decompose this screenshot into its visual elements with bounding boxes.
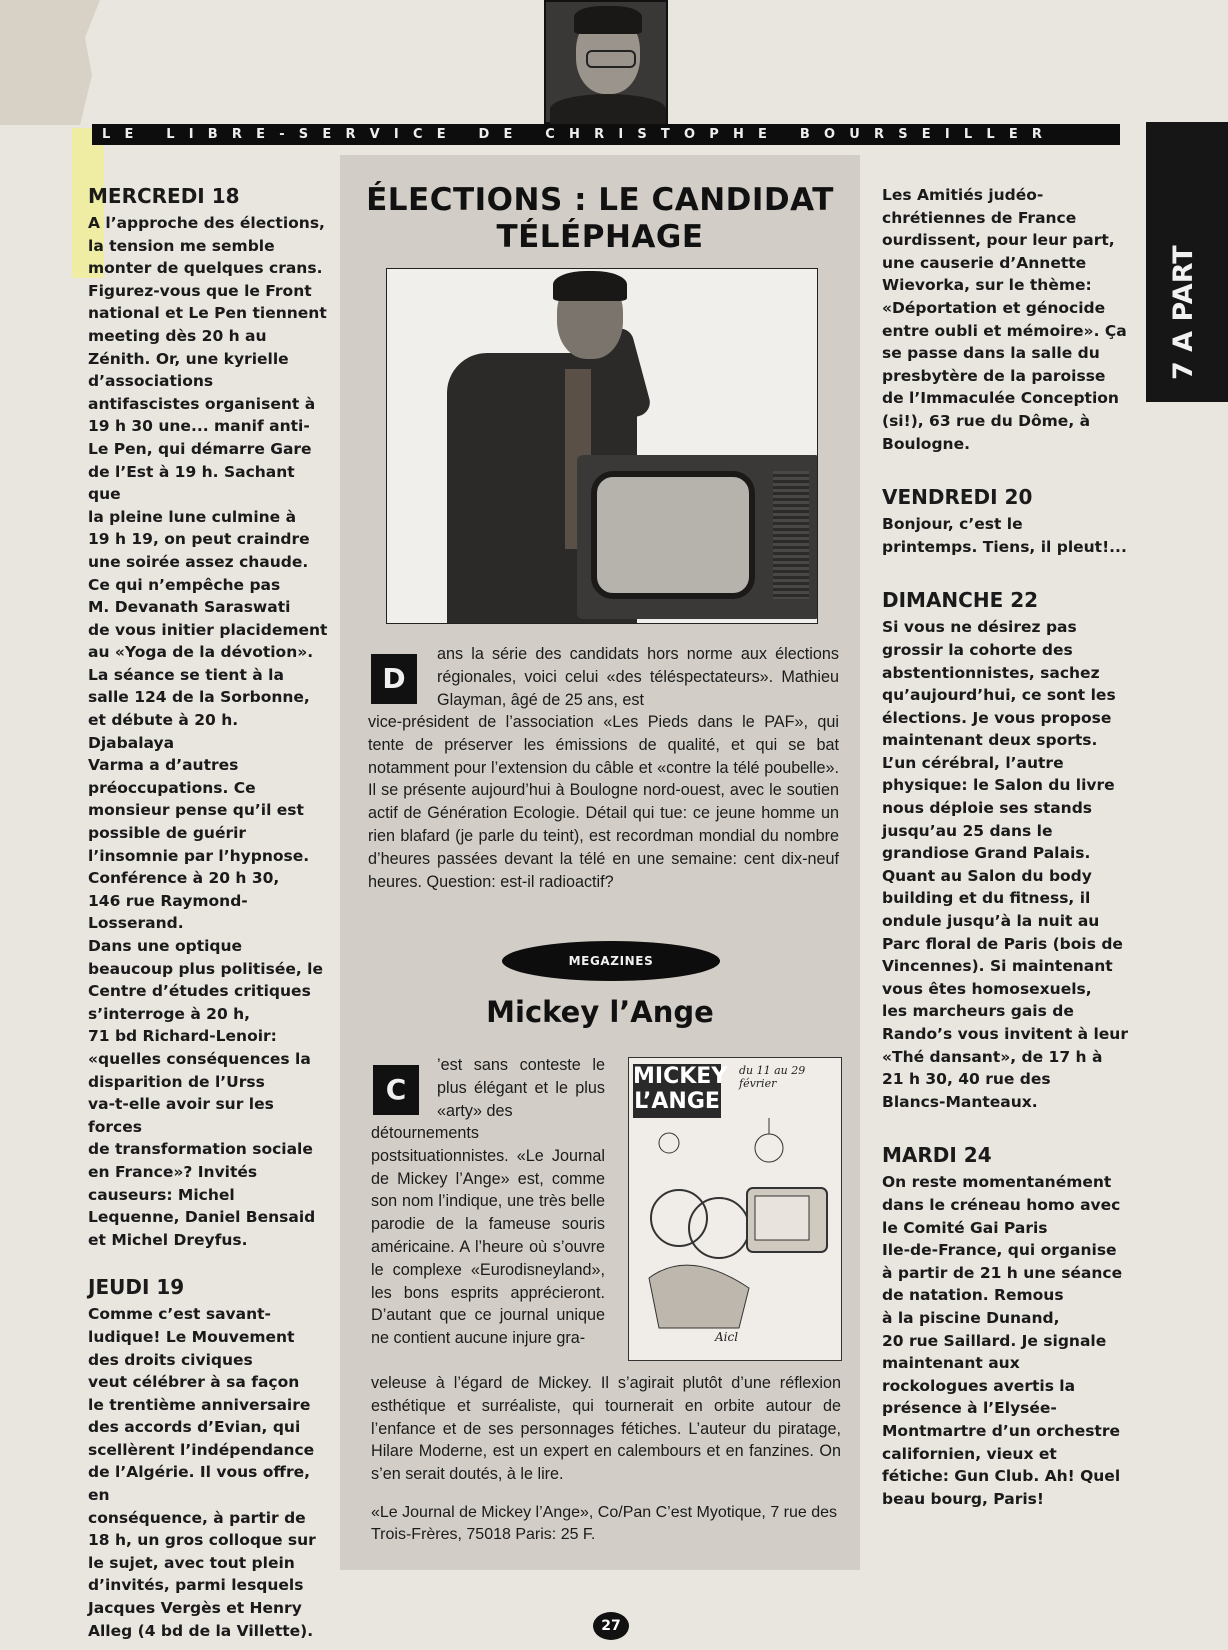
day-text: Bonjour, c’est le printemps. Tiens, il pleut!...	[882, 515, 1127, 556]
day-heading: DIMANCHE 22	[882, 588, 1039, 613]
television-image	[577, 455, 818, 619]
cover-date: du 11 au 29 février	[739, 1064, 806, 1090]
candidate-photo	[386, 268, 818, 624]
article-lead: ans la série des candidats hors norme aux élections régionales, voici celui «des téléspectateurs». Mathieu Glayman, âgé de 25 ans, est	[437, 645, 839, 709]
section-tab-label: 7 A PART	[1168, 245, 1199, 380]
day-text: Si vous ne désirez pas grossir la cohorte des abstentionnistes, sachez qu’aujourd’hui, ce sont les élections. Je vous propose maintenant deux sports. L’un cérébral, l’autre physique: le Salon du livre nous déploie ses stands jusqu’au 25 dans le grandiose Grand Palais. Quant au Salon du body building et du fitness, il ondule jusqu’à la nuit au Parc floral de Paris (bois de Vincennes). Si maintenant vous êtes homosexuels, les marcheurs gais de Rando’s vous invitent à leur «Thé dansant», de 17 h à 21 h 30, 40 rue des Blancs-Manteaux.	[882, 618, 1128, 1111]
article-body-wide: veleuse à l’égard de Mickey. Il s’agirait plutôt d’une réflexion esthétique et surréaliste, qui tournerait en orbite autour de l’enfance et de ses personnages fétiches. L’auteur du piratage, Hilare Moderne, est un expert en calembours et en fanzines. On s’en serait doutés, à le lire.	[371, 1374, 841, 1484]
day-heading: MERCREDI 18	[88, 184, 240, 208]
article-caption: «Le Journal de Mickey l’Ange», Co/Pan C’est Myotique, 7 rue des Trois-Frères, 75018 Paris: 25 F.	[371, 1504, 838, 1543]
article-headline-2: Mickey l’Ange	[486, 995, 714, 1029]
day-text: Comme c’est savant- ludique! Le Mouvement des droits civiques veut célébrer à sa façon le trentième anniversaire des accords d’Evian, qui scellèrent l’indépendance de l’Algérie. Il vous offre, en conséquence, à partir de 18 h, un gros colloque sur le sujet, avec tout plein d’invités, parmi lesquels Jacques Vergès et Henry Alleg (4 bd de la Villette).	[88, 1305, 316, 1640]
page-number: 27	[593, 1612, 629, 1640]
article-body: vice-président de l’association «Les Pieds dans le PAF», qui tente de préserver les émissions de qualité, et qui se bat notamment pour l’extension du câble et «contre la télé poubelle». Il se présente aujourd’hui à Boulogne nord-ouest, avec le soutien actif de Génération Ecologie. Détail qui tue: ce jeune homme un rien blafard (je parle du teint), est recordman mondial du nombre d’heures passées devant la télé en une semaine: cent dix-neuf heures. Question: est-il radioactif?	[368, 713, 839, 891]
day-text: On reste momentanément dans le créneau homo avec le Comité Gai Paris Ile-de-France, qui organise à partir de 21 h une séance de natation. Remous à la piscine Dunand, 20 rue Saillard. Je signale maintenant aux rockologues avertis la présence à l’Elysée- Montmartre d’un orchestre californien, vieux et fétiche: Gun Club. Ah! Quel beau bourg, Paris!	[882, 1173, 1123, 1508]
section-banner: LE LIBRE-SERVICE DE CHRISTOPHE BOURSEILLER	[92, 124, 1120, 145]
rubric-badge: MEGAZINES	[502, 941, 720, 981]
article-headline: ÉLECTIONS : LE CANDIDAT TÉLÉPHAGE	[366, 182, 834, 255]
cover-title: MICKEY L’ANGE	[633, 1064, 721, 1118]
article-lead: ’est sans conteste le plus élégant et le plus «arty» des	[437, 1056, 605, 1120]
article-body-narrow: détournements postsituationnistes. «Le Journal de Mickey l’Ange» est, comme son nom l’indique, une très belle parodie de la fameuse souris américaine. A l’heure où s’ouvre le complexe «Eurodisneyland», les bons esprits apprécieront. D’autant que ce journal unique ne contient aucune injure gra-	[371, 1124, 605, 1348]
right-column	[882, 184, 1142, 1510]
drop-cap: C	[373, 1065, 419, 1115]
author-portrait	[544, 0, 668, 124]
section-tab	[1146, 122, 1228, 402]
day-heading: JEUDI 19	[88, 1275, 185, 1300]
day-text: A l’approche des élections, la tension me semble monter de quelques crans. Figurez-vous que le Front national et Le Pen tiennent meeting dès 20 h au Zénith. Or, une kyrielle d’associations antifascistes organisent à 19 h 30 une... manif anti- Le Pen, qui démarre Gare de l’Est à 19 h. Sachant que la pleine lune culmine à 19 h 19, on peut craindre une soirée assez chaude. Ce qui n’empêche pas M. Devanath Saraswati de vous initier placidement au «Yoga de la dévotion». La séance se tient à la salle 124 de la Sorbonne, et débute à 20 h. Djabalaya Varma a d’autres préoccupations. Ce monsieur pense qu’il est possible de guérir l’insomnie par l’hypnose. Conférence à 20 h 30, 146 rue Raymond- Losserand. Dans une optique beaucoup plus politisée, le Centre d’études critiques s’interroge à 20 h, 71 bd Richard-Lenoir: «quelles conséquences la disparition de l’Urss va-t-elle avoir sur les forces de transformation sociale en France»? Invités causeurs: Michel Lequenne, Daniel Bensaid et Michel Dreyfus.	[88, 214, 328, 1249]
left-column	[88, 184, 328, 1642]
magazine-cover-image	[628, 1057, 842, 1361]
drop-cap: D	[371, 654, 417, 704]
day-text: Les Amitiés judéo- chrétiennes de France ourdissent, pour leur part, une causerie d’Annette Wievorka, sur le thème: «Déportation et génocide entre oubli et mémoire». Ça se passe dans la salle du presbytère de la paroisse de l’Immaculée Conception (si!), 63 rue du Dôme, à Boulogne.	[882, 186, 1127, 453]
cover-footer: Aicl	[715, 1330, 739, 1344]
day-heading: VENDREDI 20	[882, 485, 1033, 510]
day-heading: MARDI 24	[882, 1143, 992, 1168]
torn-corner	[0, 0, 100, 125]
